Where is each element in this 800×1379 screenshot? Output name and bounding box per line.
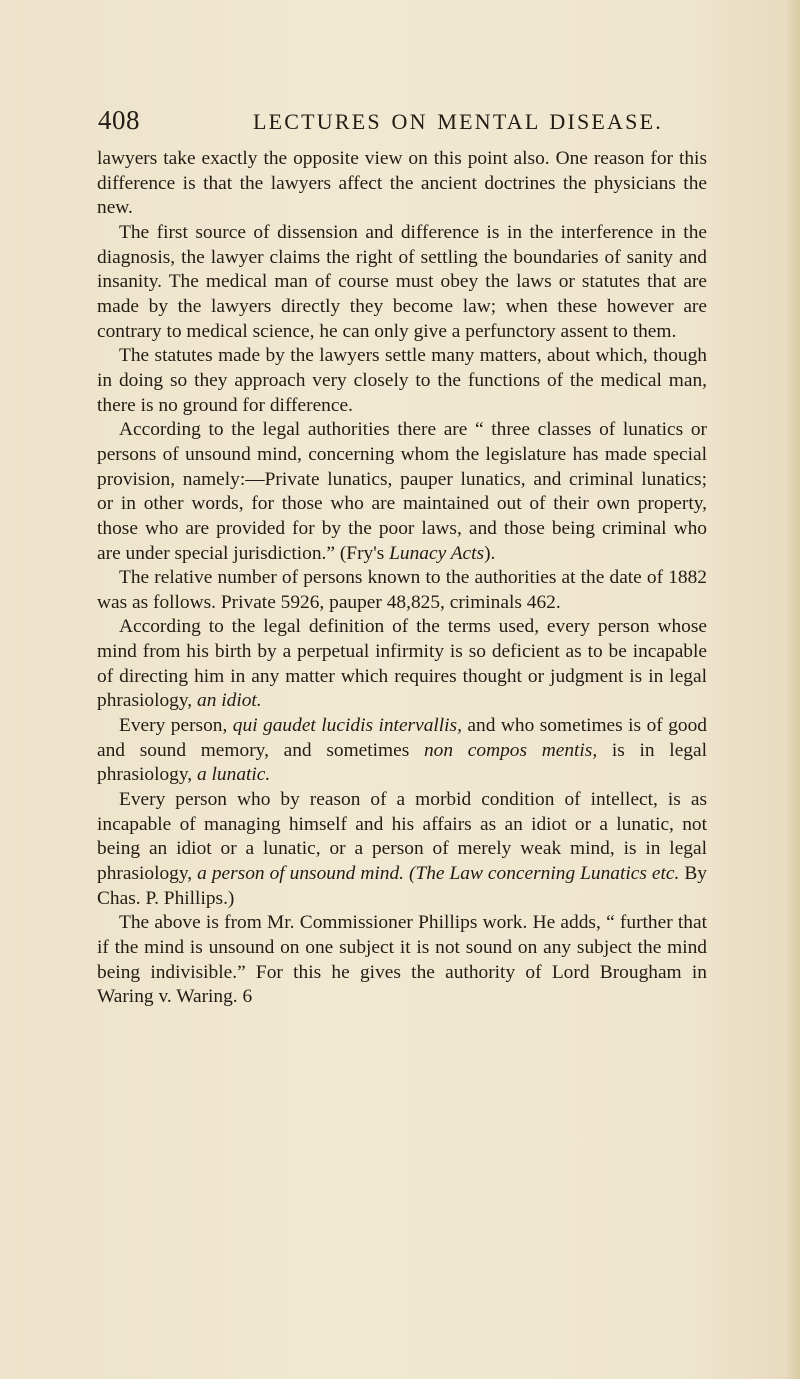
paragraph-three-classes: According to the legal authorities there are “ three classes of lunatics or persons of unsound mind, concerning whom the legislature has made special provision, namely:—Private lunatics, pauper lunatics, and criminal lunatics; or in other words, for those who are maintained out of their own property, those who are provided for by the poor laws, and those being criminal who are under special jurisdiction.” (Fry's Lunacy Acts). <box>97 419 707 564</box>
paragraph-idiot-definition: According to the legal definition of the terms used, every person whose mind from his birth by a perpetual infirmity is so deficient as to be incapable of directing him in any matter which requires thought or judgment is in legal phrasiology, an idiot. <box>97 616 707 712</box>
running-title: LECTURES ON MENTAL DISEASE. <box>253 109 663 134</box>
term-idiot: an idiot. <box>197 690 262 712</box>
paragraph-dissension: The first source of dissension and difference is in the interference in the diagnosis, the lawyer claims the right of settling the boundaries of sanity and insanity. The medical man of course must obey the laws or statutes that are made by the lawyers directly they become law; when these however are contrary to medical science, he can only give a perfunctory assent to them. <box>97 221 707 342</box>
page-header <box>98 100 698 140</box>
latin-phrase-compos: non compos mentis, <box>423 739 598 761</box>
paragraph-phillips: The above is from Mr. Commissioner Phillips work. He adds, “ further that if the mind is unsound on one subject it is not sound on any subject the mind being indivisible.” For this he gives the authority of Lord Brougham in Waring v. Waring. 6 <box>97 912 707 1008</box>
paragraph-continuation: lawyers take exactly the opposite view on this point also. One reason for this difference is that the lawyers affect the ancient doctrines the physicians the new. <box>97 148 707 219</box>
paragraph-lunatic-definition: Every person, qui gaudet lucidis intervallis, and who sometimes is of good and sound memory, and sometimes non compos mentis, is in legal phrasiology, a lunatic. <box>97 715 707 786</box>
term-lunatic: a lunatic. <box>197 764 271 786</box>
latin-phrase: qui gaudet lucidis intervallis, <box>232 715 462 737</box>
paragraph-statutes: The statutes made by the lawyers settle many matters, about which, though in doing so they approach very closely to the functions of the medical man, there is no ground for difference. <box>97 345 707 416</box>
paragraph-unsound-mind: Every person who by reason of a morbid condition of intellect, is as incapable of managing himself and his affairs as an idiot or a lunatic, not being an idiot or a lunatic, or a person of merely weak mind, is in legal phrasiology, a person of unsound mind. (The Law concerning Lunatics etc. By Chas. P. Phillips.) <box>97 789 707 909</box>
page-edge-shadow <box>786 0 800 1379</box>
body-text <box>97 147 707 1010</box>
paragraph-statistics: The relative number of persons known to the authorities at the date of 1882 was as follows. Private 5926, pauper 48,825, criminals 462. <box>97 567 707 613</box>
citation-title: Lunacy Acts <box>389 542 485 564</box>
page-number: 408 <box>98 105 140 135</box>
term-unsound-mind: a person of unsound mind. (The Law concerning Lunatics etc. <box>197 863 680 885</box>
